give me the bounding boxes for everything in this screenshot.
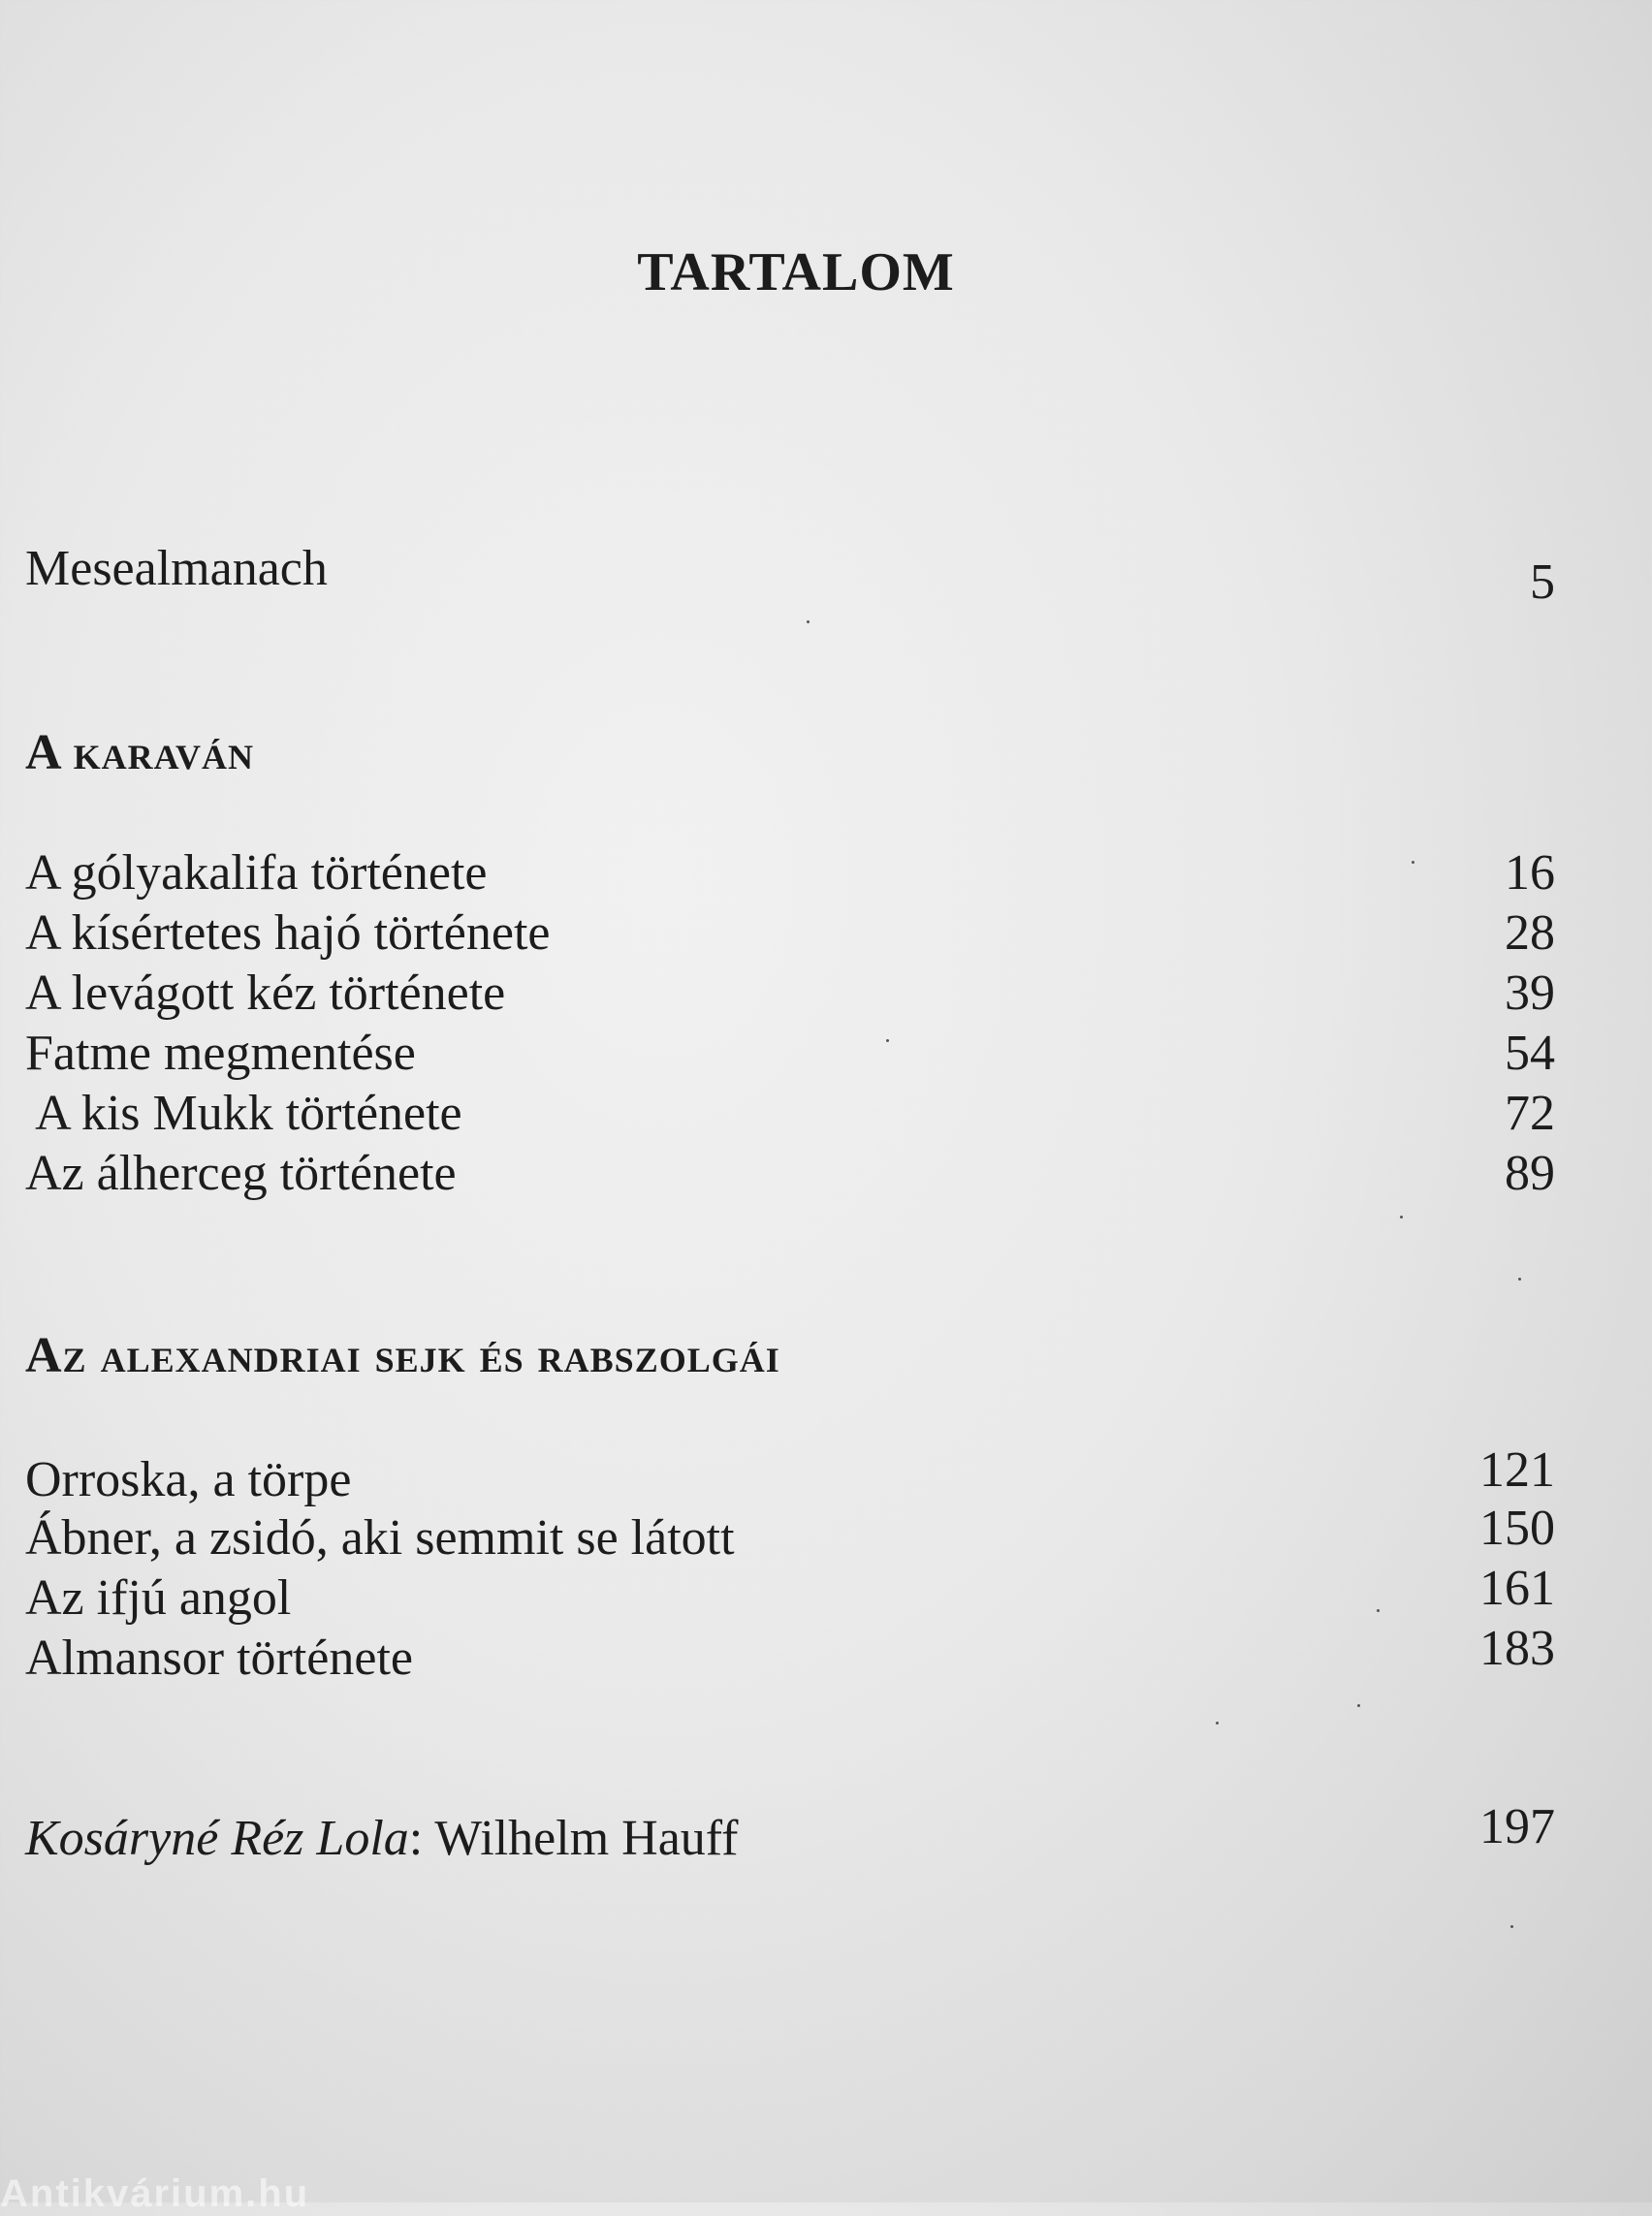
entry-page-number: 54 [1505, 1026, 1555, 1081]
toc-entry[interactable] [25, 964, 1555, 1024]
paper-speck [1510, 1925, 1513, 1928]
entry-title: A kísértetes hajó története [25, 905, 551, 961]
paper-speck [886, 1039, 889, 1042]
entry-title [25, 1809, 738, 1869]
entry-page-number: 16 [1505, 845, 1555, 901]
entry-page-number: 121 [1479, 1442, 1555, 1498]
entry-page-number: 150 [1479, 1501, 1555, 1556]
entry-title: Orroska, a törpe [25, 1452, 352, 1507]
entry-title: Mesealmanach [25, 541, 328, 596]
toc-entry[interactable] [25, 1561, 1555, 1626]
toc-entry[interactable] [25, 843, 1555, 903]
paper-speck [807, 620, 810, 623]
section-heading-alexandriai-sejk: Az alexandriai sejk és rabszolgái [25, 1328, 780, 1383]
paper-speck [1357, 1704, 1360, 1707]
entry-title: A gólyakalifa története [25, 845, 488, 901]
paper-speck [1518, 1278, 1521, 1281]
toc-entry[interactable] [25, 1144, 1555, 1204]
entry-title: Fatme megmentése [25, 1026, 416, 1081]
toc-entry[interactable] [25, 1024, 1555, 1084]
toc-entry-afterword[interactable] [25, 1799, 1555, 1866]
paper-speck [1400, 1216, 1403, 1219]
entry-page-number: 28 [1505, 905, 1555, 961]
paper-speck [1377, 1609, 1380, 1612]
paper-speck [1412, 861, 1414, 864]
entry-page-number: 161 [1479, 1561, 1555, 1616]
afterword-separator: : [408, 1811, 424, 1866]
entry-page-number: 39 [1505, 966, 1555, 1021]
entry-title: Ábner, a zsidó, aki semmit se látott [25, 1510, 735, 1566]
entry-title: Almansor története [25, 1630, 413, 1686]
entry-title: Az álherceg története [25, 1146, 457, 1201]
toc-entry[interactable] [25, 1084, 1555, 1144]
entry-title: A kis Mukk története [25, 1086, 462, 1141]
afterword-author: Kosáryné Réz Lola [25, 1811, 409, 1866]
entry-page-number: 5 [1530, 554, 1555, 610]
section-heading-karavan: A karaván [25, 725, 255, 780]
paper-speck [1216, 1722, 1219, 1725]
entry-page-number: 89 [1505, 1146, 1555, 1201]
toc-entry[interactable] [25, 1501, 1555, 1566]
entry-title: Az ifjú angol [25, 1570, 292, 1626]
entry-title: A levágott kéz története [25, 966, 506, 1021]
toc-entry[interactable] [25, 1442, 1555, 1507]
toc-entry-intro[interactable] [25, 539, 1555, 610]
entry-page-number: 72 [1505, 1086, 1555, 1141]
afterword-title: Wilhelm Hauff [423, 1811, 739, 1866]
toc-entry[interactable] [25, 903, 1555, 964]
toc-entry[interactable] [25, 1621, 1555, 1686]
entry-page-number: 197 [1479, 1799, 1555, 1854]
entry-page-number: 183 [1479, 1621, 1555, 1676]
watermark: Antikvárium.hu [0, 2172, 310, 2215]
page-title: TARTALOM [637, 242, 955, 302]
